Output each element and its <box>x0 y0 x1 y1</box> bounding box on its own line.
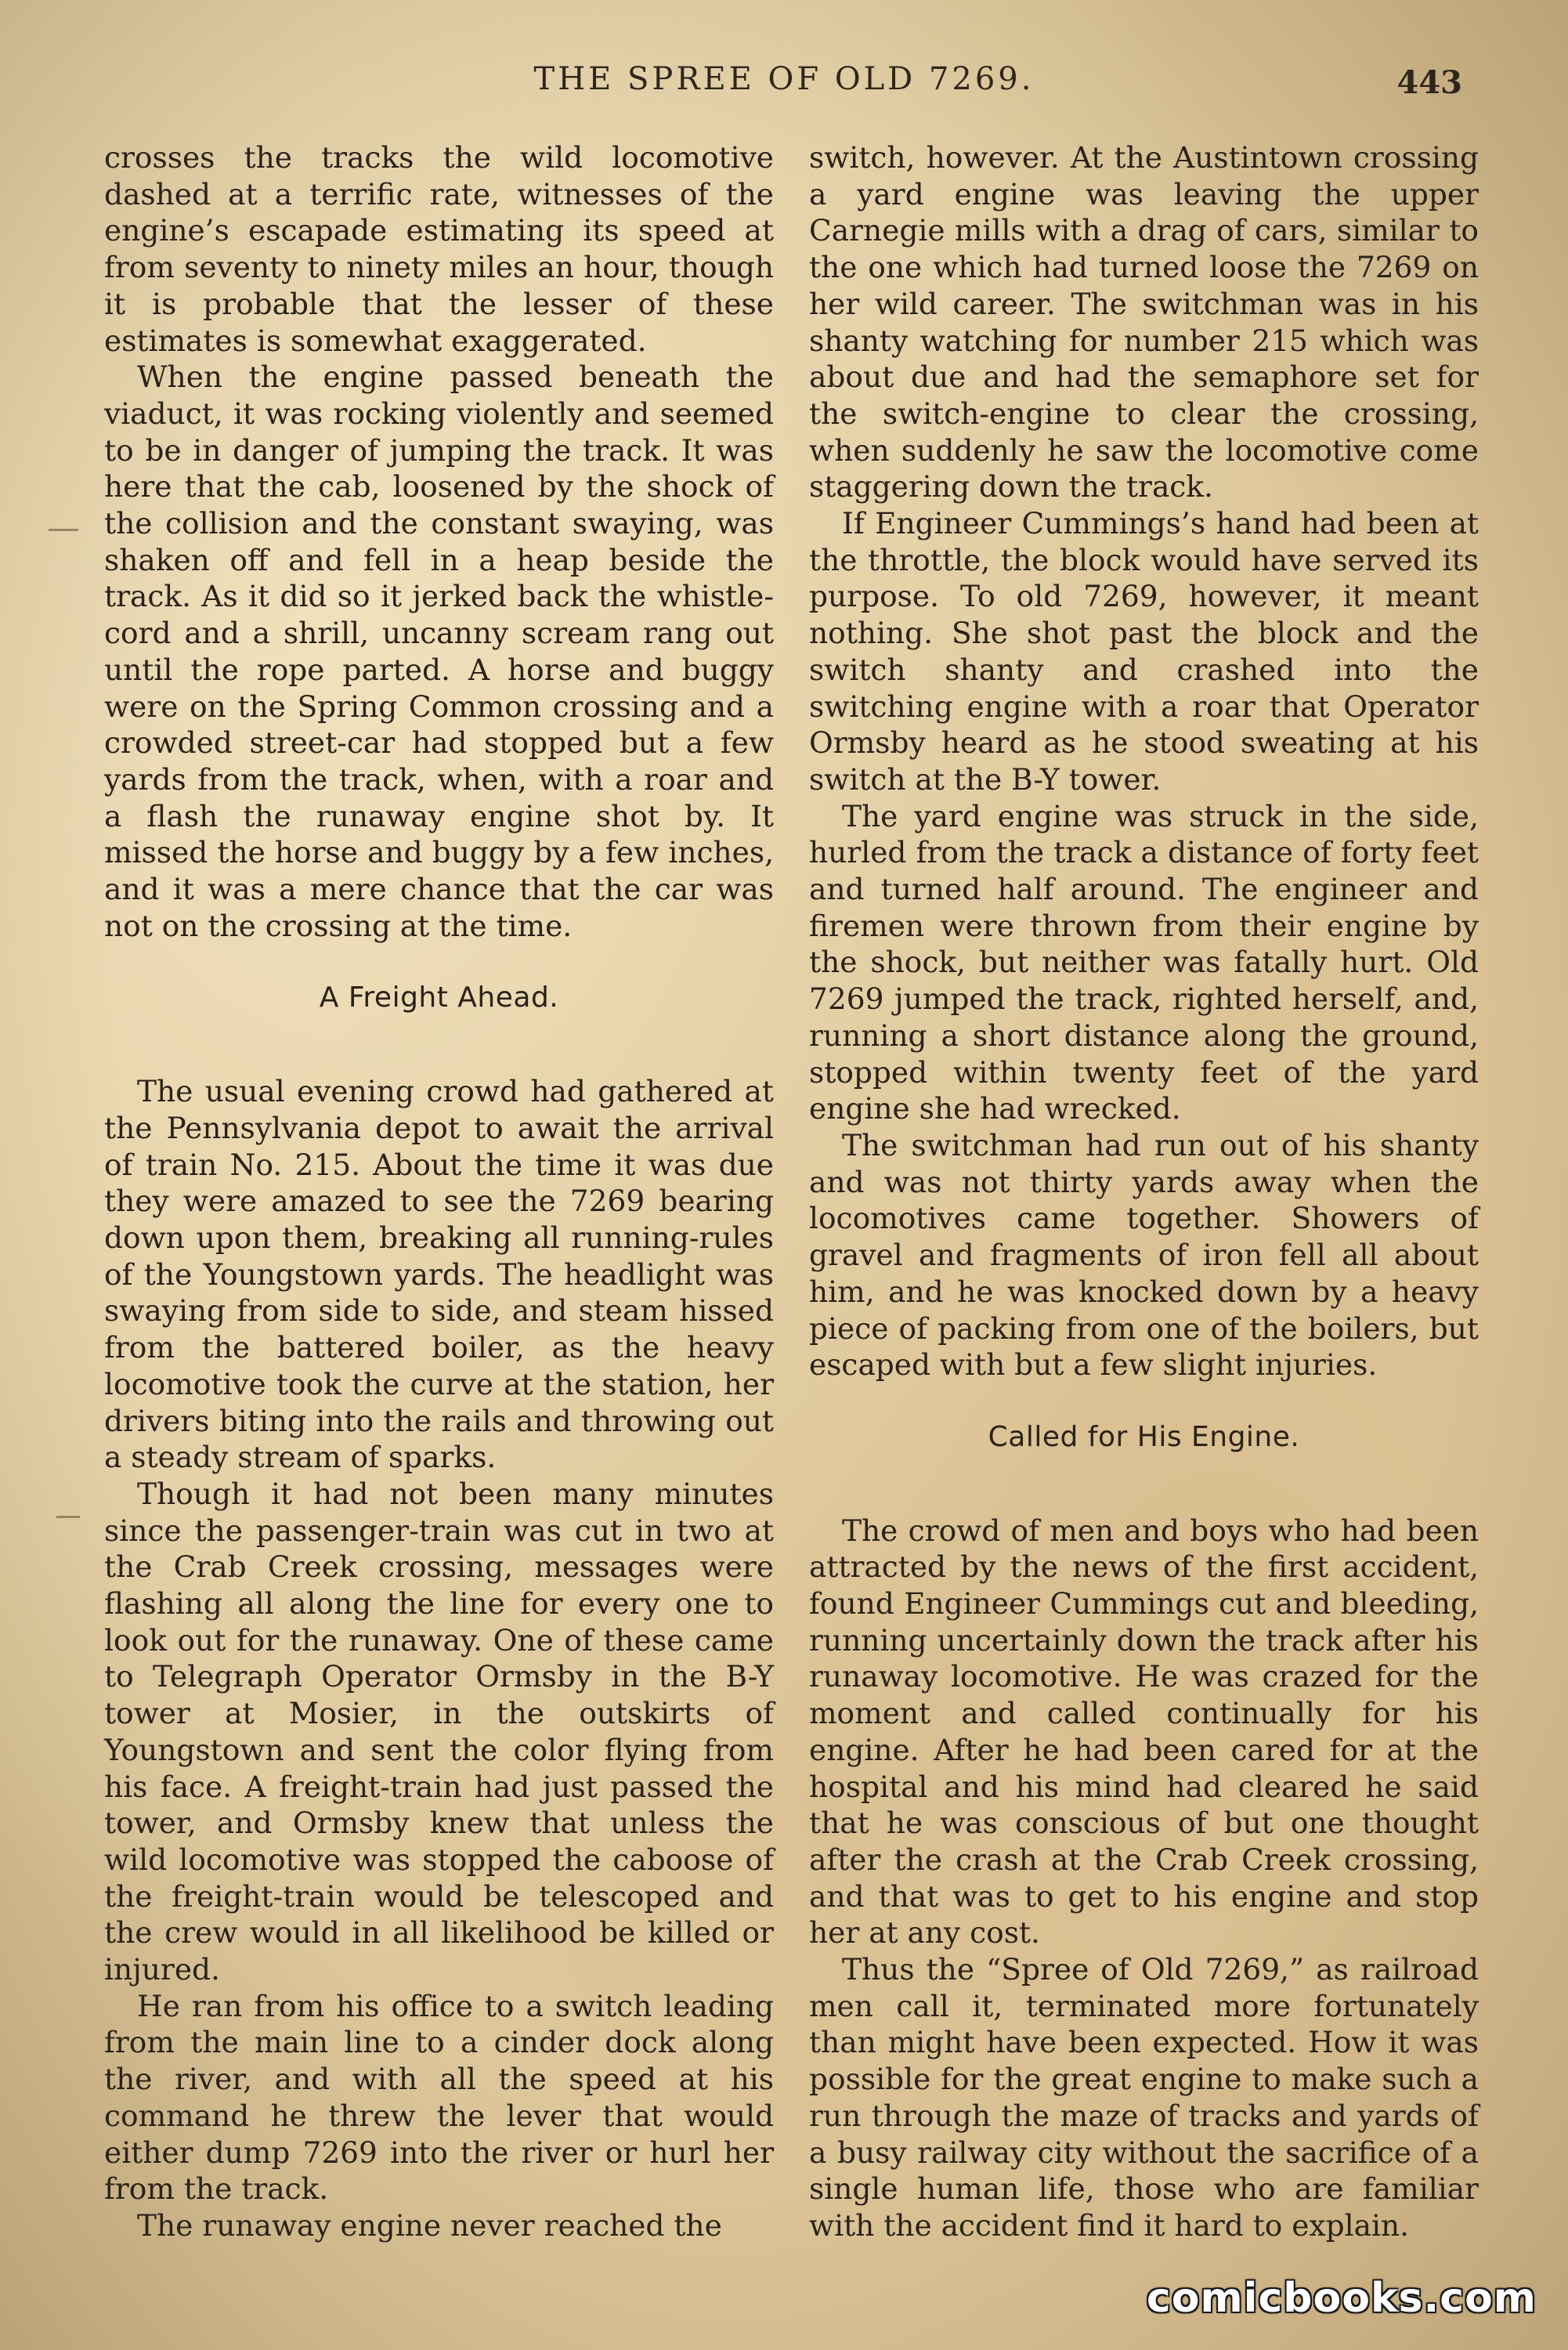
left-paragraph-4: Though it had not been many minutes since the passenger-train was cut in two at the Crab Creek crossing, messages were flashing all along the line for every one to look out for the runaway. One of these came to Telegraph Operator Ormsby in the B-Y tower at Mosier, in the outskirts of Youngstown and sent the color flying from his face. A freight-train had just passed the tower, and Ormsby knew that unless the wild locomotive was stopped the caboose of the freight-train would be telescoped and the crew would in all likelihood be killed or injured. <box>104 1476 774 1987</box>
page-number: 443 <box>1396 64 1462 101</box>
right-paragraph-1: switch, however. At the Austintown crossing a yard engine was leaving the upper Carnegie mills with a drag of cars, similar to the one which had turned loose the 7269 on her wild career. The switchman was in his shanty watching for number 215 which was about due and had the semaphore set for the switch-engine to clear the crossing, when suddenly he saw the locomotive come staggering down the track. <box>809 140 1479 504</box>
right-paragraph-4: The switchman had run out of his shanty and was not thirty yards away when the locomotives came together. Showers of gravel and fragments of iron fell all about him, and he was knocked down by a heavy piece of packing from one of the boilers, but escaped with but a few slight injuries. <box>809 1127 1479 1383</box>
left-paragraph-1: crosses the tracks the wild locomotive dashed at a terrific rate, witnesses of the engine’s escapade estimating its speed at from seventy to ninety miles an hour, though it is probable that the lesser of these estimates is somewhat exaggerated. <box>104 140 774 358</box>
left-paragraph-2: When the engine passed beneath the viaduct, it was rocking violently and seemed to be in danger of jumping the track. It was here that the cab, loosened by the shock of the collision and the constant swaying, was shaken off and fell in a heap beside the track. As it did so it jerked back the whistle-cord and a shrill, uncanny scream rang out until the rope parted. A horse and buggy were on the Spring Common crossing and a crowded street-car had stopped but a few yards from the track, when, with a roar and a flash the runaway engine shot by. It missed the horse and buggy by a few inches, and it was a mere chance that the car was not on the crossing at the time. <box>104 360 774 943</box>
section-heading-called-for-his-engine: Called for His Engine. <box>988 1420 1300 1453</box>
left-column <box>104 139 774 2244</box>
right-column <box>809 139 1479 2244</box>
right-paragraph-3: The yard engine was struck in the side, hurled from the track a distance of forty feet and turned half around. The engineer and firemen were thrown from their engine by the shock, but neither was fatally hurt. Old 7269 jumped the track, righted herself, and, running a short distance along the ground, stopped within twenty feet of the yard engine she had wrecked. <box>809 798 1479 1126</box>
margin-mark <box>56 1516 80 1518</box>
left-paragraph-3: The usual evening crowd had gathered at the Pennsylvania depot to await the arrival of train No. 215. About the time it was due they were amazed to see the 7269 bearing down upon them, breaking all running-rules of the Youngstown yards. The headlight was swaying from side to side, and steam hissed from the battered boiler, as the heavy locomotive took the curve at the station, her drivers biting into the rails and throwing out a steady stream of sparks. <box>104 1074 774 1475</box>
left-paragraph-5: He ran from his office to a switch leading from the main line to a cinder dock along the river, and with all the speed at his command he threw the lever that would either dump 7269 into the river or hurl her from the track. <box>104 1988 774 2207</box>
watermark: comicbooks.com <box>1146 2275 1537 2322</box>
running-title: THE SPREE OF OLD 7269. <box>533 61 1035 97</box>
running-head <box>0 61 1568 108</box>
right-paragraph-6: Thus the “Spree of Old 7269,” as railroad men call it, terminated more fortunately than might have been expected. How it was possible for the great engine to make such a run through the maze of tracks and yards of a busy railway city without the sacrifice of a single human life, those who are familiar with the accident find it hard to explain. <box>809 1952 1479 2243</box>
section-heading-freight-ahead: A Freight Ahead. <box>319 982 559 1014</box>
right-paragraph-2: If Engineer Cummings’s hand had been at the throttle, the block would have served its purpose. To old 7269, however, it meant nothing. She shot past the block and the switch shanty and crashed into the switching engine with a roar that Operator Ormsby heard as he stood sweating at his switch at the B-Y tower. <box>809 506 1479 797</box>
margin-mark <box>49 529 78 531</box>
right-paragraph-5: The crowd of men and boys who had been attracted by the news of the first accident, found Engineer Cummings cut and bleeding, running uncertainly down the track after his runaway locomotive. He was crazed for the moment and called continually for his engine. After he had been cared for at the hospital and his mind had cleared he said that he was conscious of but one thought after the crash at the Crab Creek crossing, and that was to get to his engine and stop her at any cost. <box>809 1513 1479 1950</box>
left-paragraph-6: The runaway engine never reached the <box>137 2207 722 2243</box>
